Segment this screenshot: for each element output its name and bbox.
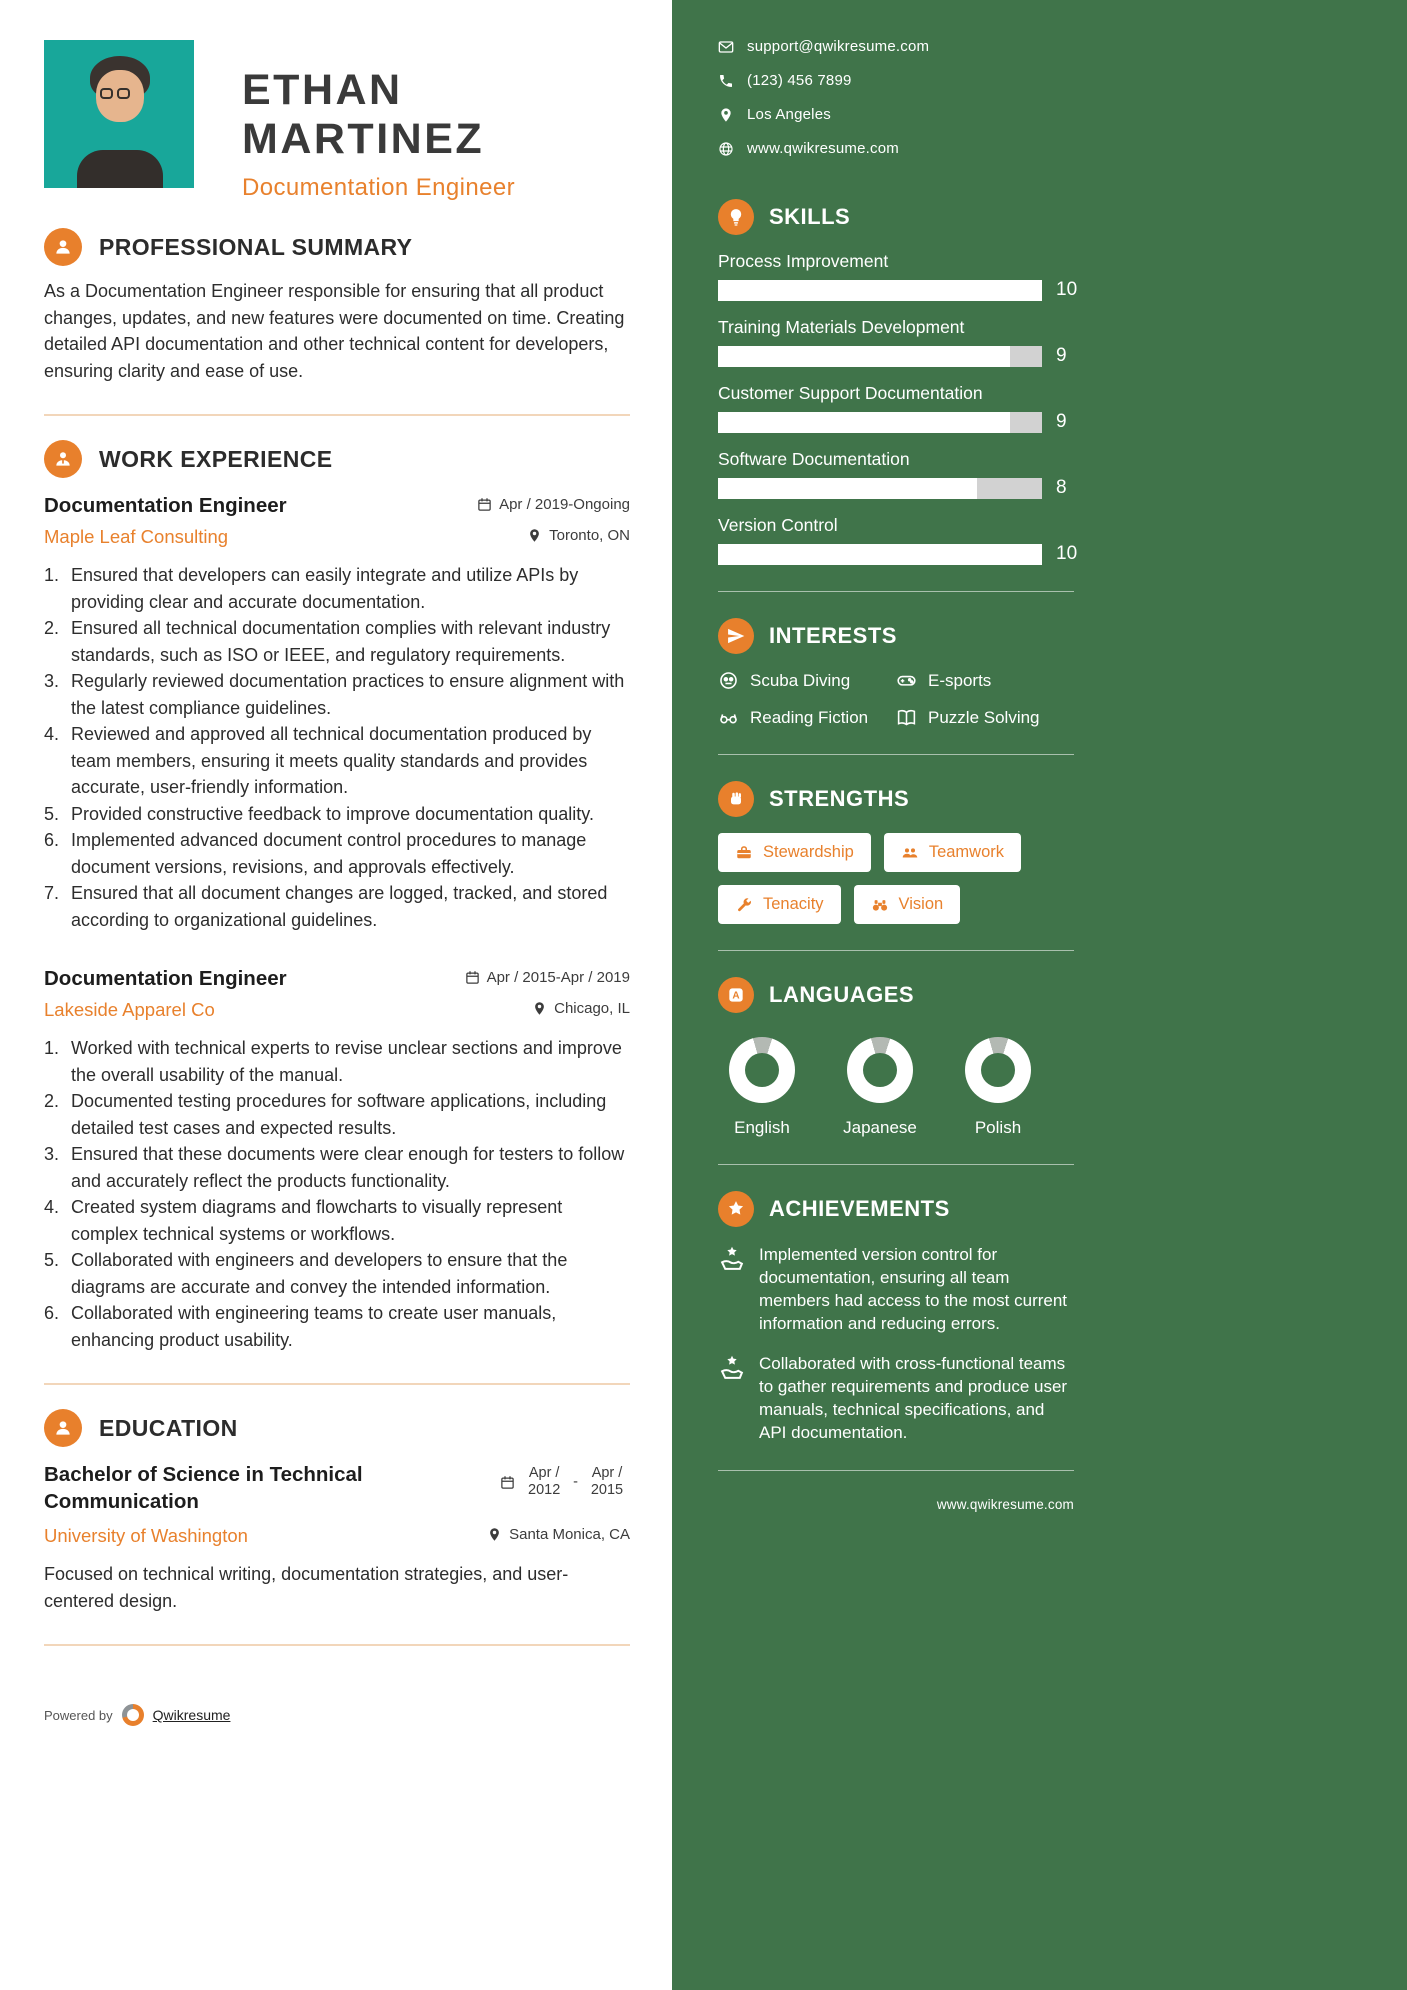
rosette-star-icon xyxy=(718,1191,754,1227)
strength-teamwork xyxy=(884,833,1021,872)
divider xyxy=(718,754,1074,755)
contact-phone-label: (123) 456 7899 xyxy=(747,72,852,89)
powered-by-label: Powered by xyxy=(44,1707,113,1723)
education-date-start: Apr / 2012 xyxy=(528,1465,561,1498)
divider xyxy=(44,1383,630,1385)
strength-label: Stewardship xyxy=(763,843,854,861)
strength-label: Teamwork xyxy=(928,843,1004,861)
skill-item xyxy=(718,383,1076,433)
interests-grid xyxy=(718,670,1076,728)
job-bullet: Reviewed and approved all technical documentation produced by team members, ensuring it meets quality standards and provides accurate, user-friendly information. xyxy=(71,724,592,797)
contact-block xyxy=(718,38,1076,157)
envelope-icon xyxy=(718,39,734,55)
job-company: Lakeside Apparel Co xyxy=(44,999,215,1020)
globe-icon xyxy=(718,141,734,157)
interests-heading-label: INTERESTS xyxy=(769,623,897,648)
summary-text: As a Documentation Engineer responsible for ensuring that all product changes, updates, and new features were documented on time. Creating detailed API documentation and other technical content for developers, ensuring clarity and ease of use. xyxy=(44,281,625,381)
location-pin-icon xyxy=(718,107,734,123)
skill-bar-fill xyxy=(718,478,977,499)
phone-icon xyxy=(718,73,734,89)
contact-location-label: Los Angeles xyxy=(747,106,831,123)
skill-list xyxy=(718,251,1076,565)
toolbox-icon xyxy=(735,844,753,862)
education-heading xyxy=(44,1409,630,1447)
job-dates xyxy=(477,496,630,513)
binoculars-icon xyxy=(871,896,889,914)
sidebar-column xyxy=(672,0,1407,1990)
skill-name: Training Materials Development xyxy=(718,317,965,337)
divider xyxy=(44,414,630,416)
contact-email-label: support@qwikresume.com xyxy=(747,38,930,55)
puzzle-book-icon xyxy=(896,707,917,728)
job-title: Documentation Engineer xyxy=(44,494,287,517)
language-name: Polish xyxy=(974,1118,1022,1137)
job-location-label: Chicago, IL xyxy=(554,1000,630,1017)
achievements-heading-label: ACHIEVEMENTS xyxy=(769,1196,950,1221)
skill-bar-fill xyxy=(718,346,1010,367)
education-location xyxy=(487,1526,630,1543)
achievement-item xyxy=(718,1243,1076,1335)
job-bullet: Collaborated with engineers and developers to ensure that the diagrams are accurate and convey the intended information. xyxy=(71,1250,568,1297)
strength-vision xyxy=(854,885,961,924)
education-date-separator: - xyxy=(573,1474,578,1490)
skill-bar-track xyxy=(718,478,1042,499)
divider xyxy=(718,950,1074,951)
language-donut-chart xyxy=(965,1037,1031,1103)
skills-heading xyxy=(718,199,1076,235)
language-item xyxy=(954,1037,1042,1138)
person-title: Documentation Engineer xyxy=(242,174,515,201)
scuba-mask-icon xyxy=(718,670,739,691)
interest-label: Scuba Diving xyxy=(750,670,851,690)
achievement-list xyxy=(718,1243,1076,1444)
interest-puzzle-solving xyxy=(896,707,1074,728)
skill-item xyxy=(718,449,1076,499)
person-bust-icon xyxy=(44,228,82,266)
job-entry xyxy=(44,967,630,1353)
location-pin-icon xyxy=(532,1001,547,1016)
skill-bar-track xyxy=(718,280,1042,301)
education-location-label: Santa Monica, CA xyxy=(509,1526,630,1543)
svg-text:A: A xyxy=(732,990,740,1002)
photo-body-shape xyxy=(77,150,163,188)
experience-heading-label: WORK EXPERIENCE xyxy=(99,445,333,472)
summary-section xyxy=(44,228,630,384)
strengths-heading-label: STRENGTHS xyxy=(769,786,910,811)
language-list xyxy=(718,1037,1076,1138)
job-title: Documentation Engineer xyxy=(44,967,287,990)
job-bullet: Documented testing procedures for software applications, including detailed test cases and expected results. xyxy=(71,1091,607,1138)
skill-item xyxy=(718,515,1076,565)
job-bullet: Ensured that all document changes are logged, tracked, and stored according to organizational guidelines. xyxy=(71,883,608,930)
job-bullet: Ensured that these documents were clear enough for testers to follow and accurately reflect the products functionality. xyxy=(71,1144,625,1191)
contact-email[interactable] xyxy=(718,38,1076,55)
qwikresume-brand-link[interactable]: Qwikresume xyxy=(152,1707,231,1723)
left-column xyxy=(0,0,672,1990)
interest-reading-fiction xyxy=(718,707,896,728)
skill-name: Process Improvement xyxy=(718,251,889,271)
strength-label: Tenacity xyxy=(763,895,824,913)
reading-glasses-icon xyxy=(718,707,739,728)
job-bullet: Created system diagrams and flowcharts to visually represent complex technical systems or workflows. xyxy=(71,1197,563,1244)
job-bullet-list xyxy=(44,562,630,933)
game-controller-icon xyxy=(896,670,917,691)
skill-score: 10 xyxy=(1056,279,1078,300)
skill-name: Version Control xyxy=(718,515,838,535)
contact-phone xyxy=(718,72,1076,89)
strength-tenacity xyxy=(718,885,841,924)
name-block xyxy=(242,40,630,202)
interests-heading xyxy=(718,618,1076,654)
language-donut-chart xyxy=(847,1037,913,1103)
skill-bar-track xyxy=(718,346,1042,367)
education-section xyxy=(44,1409,630,1614)
interest-esports xyxy=(896,670,1074,691)
job-bullet: Provided constructive feedback to improve documentation quality. xyxy=(71,803,594,824)
skill-score: 9 xyxy=(1056,411,1067,432)
interest-scuba-diving xyxy=(718,670,896,691)
divider xyxy=(44,1644,630,1646)
education-heading-label: EDUCATION xyxy=(99,1414,238,1441)
job-dates xyxy=(465,969,630,986)
profile-photo xyxy=(44,40,194,188)
language-item xyxy=(718,1037,806,1138)
job-location-label: Toronto, ON xyxy=(549,527,630,544)
achievements-section xyxy=(718,1191,1076,1444)
photo-glasses-shape xyxy=(100,88,130,99)
divider xyxy=(718,591,1074,592)
strength-list xyxy=(718,833,1048,924)
skill-item xyxy=(718,251,1076,301)
job-company: Maple Leaf Consulting xyxy=(44,526,229,547)
fist-icon xyxy=(718,781,754,817)
job-bullet: Implemented advanced document control procedures to manage document versions, revisions, and approvals effectively. xyxy=(71,830,587,877)
languages-heading-label: LANGUAGES xyxy=(769,982,915,1007)
degree-name: Bachelor of Science in Technical Communication xyxy=(44,1463,363,1513)
skill-item xyxy=(718,317,1076,367)
job-entry xyxy=(44,494,630,933)
language-name: Japanese xyxy=(843,1118,917,1137)
interest-label: E-sports xyxy=(928,670,992,690)
skill-bar-fill xyxy=(718,544,1042,565)
person-name: ETHAN MARTINEZ xyxy=(242,66,485,163)
experience-section xyxy=(44,440,630,1353)
education-entry xyxy=(44,1461,630,1614)
skill-bar-fill xyxy=(718,280,1042,301)
location-pin-icon xyxy=(527,528,542,543)
graduate-icon xyxy=(44,1409,82,1447)
skill-bar-track xyxy=(718,544,1042,565)
divider xyxy=(718,1164,1074,1165)
achievements-heading xyxy=(718,1191,1076,1227)
languages-heading xyxy=(718,977,1076,1013)
language-item xyxy=(836,1037,924,1138)
experience-heading xyxy=(44,440,630,478)
contact-location xyxy=(718,106,1076,123)
interest-label: Puzzle Solving xyxy=(928,707,1040,727)
translate-icon xyxy=(718,977,754,1013)
languages-section xyxy=(718,977,1076,1138)
calendar-icon xyxy=(477,497,492,512)
skill-bar-track xyxy=(718,412,1042,433)
job-bullet: Ensured all technical documentation complies with relevant industry standards, such as ISO or IEEE, and regulatory requirements. xyxy=(71,618,611,665)
strength-label: Vision xyxy=(898,895,944,913)
interests-section xyxy=(718,618,1076,728)
education-date-end: Apr / 2015 xyxy=(590,1465,624,1498)
contact-website-label: www.qwikresume.com xyxy=(747,140,899,157)
job-bullet: Collaborated with engineering teams to create user manuals, enhancing product usability. xyxy=(71,1303,557,1350)
job-dates-label: Apr / 2015-Apr / 2019 xyxy=(486,969,630,986)
summary-heading xyxy=(44,228,630,266)
job-bullet: Worked with technical experts to revise unclear sections and improve the overall usability of the manual. xyxy=(71,1038,622,1085)
language-donut-chart xyxy=(729,1037,795,1103)
skill-name: Software Documentation xyxy=(718,449,910,469)
skills-section xyxy=(718,199,1076,565)
contact-website[interactable] xyxy=(718,140,1076,157)
footer-website-link[interactable]: www.qwikresume.com xyxy=(936,1497,1074,1512)
job-bullet: Ensured that developers can easily integrate and utilize APIs by providing clear and accurate documentation. xyxy=(71,565,579,612)
skill-score: 10 xyxy=(1056,543,1078,564)
hand-star-icon xyxy=(718,1354,746,1382)
worker-icon xyxy=(44,440,82,478)
strengths-heading xyxy=(718,781,1076,817)
wrench-icon xyxy=(735,896,753,914)
skill-name: Customer Support Documentation xyxy=(718,383,983,403)
school-name: University of Washington xyxy=(44,1525,248,1546)
achievement-text: Implemented version control for documentation, ensuring all team members had access to the most current information and reducing errors. xyxy=(759,1245,1068,1333)
location-pin-icon xyxy=(487,1527,502,1542)
skill-score: 9 xyxy=(1056,345,1067,366)
divider xyxy=(718,1470,1074,1471)
job-bullet: Regularly reviewed documentation practices to ensure alignment with the latest compliance guidelines. xyxy=(71,671,625,718)
calendar-icon xyxy=(465,970,480,985)
achievement-text: Collaborated with cross-functional teams to gather requirements and produce user manuals, technical specifications, and API documentation. xyxy=(759,1354,1068,1442)
powered-by-footer xyxy=(44,1704,630,1726)
job-bullet-list xyxy=(44,1035,630,1353)
job-location xyxy=(527,527,630,544)
skill-score: 8 xyxy=(1056,477,1067,498)
education-description: Focused on technical writing, documentation strategies, and user-centered design. xyxy=(44,1564,569,1611)
job-dates-label: Apr / 2019-Ongoing xyxy=(499,496,630,513)
lightbulb-icon xyxy=(718,199,754,235)
education-dates xyxy=(500,1461,630,1499)
interest-label: Reading Fiction xyxy=(750,707,869,727)
identity-header xyxy=(44,40,630,202)
strength-stewardship xyxy=(718,833,871,872)
paper-plane-icon xyxy=(718,618,754,654)
team-icon xyxy=(901,844,919,862)
achievement-item xyxy=(718,1352,1076,1444)
hand-star-icon xyxy=(718,1245,746,1273)
summary-heading-label: PROFESSIONAL SUMMARY xyxy=(99,233,413,260)
strengths-section xyxy=(718,781,1076,924)
qwikresume-logo xyxy=(122,1704,144,1726)
skill-bar-fill xyxy=(718,412,1010,433)
language-name: English xyxy=(734,1118,790,1137)
calendar-icon xyxy=(500,1475,515,1490)
job-location xyxy=(532,1000,630,1017)
skills-heading-label: SKILLS xyxy=(769,204,851,229)
